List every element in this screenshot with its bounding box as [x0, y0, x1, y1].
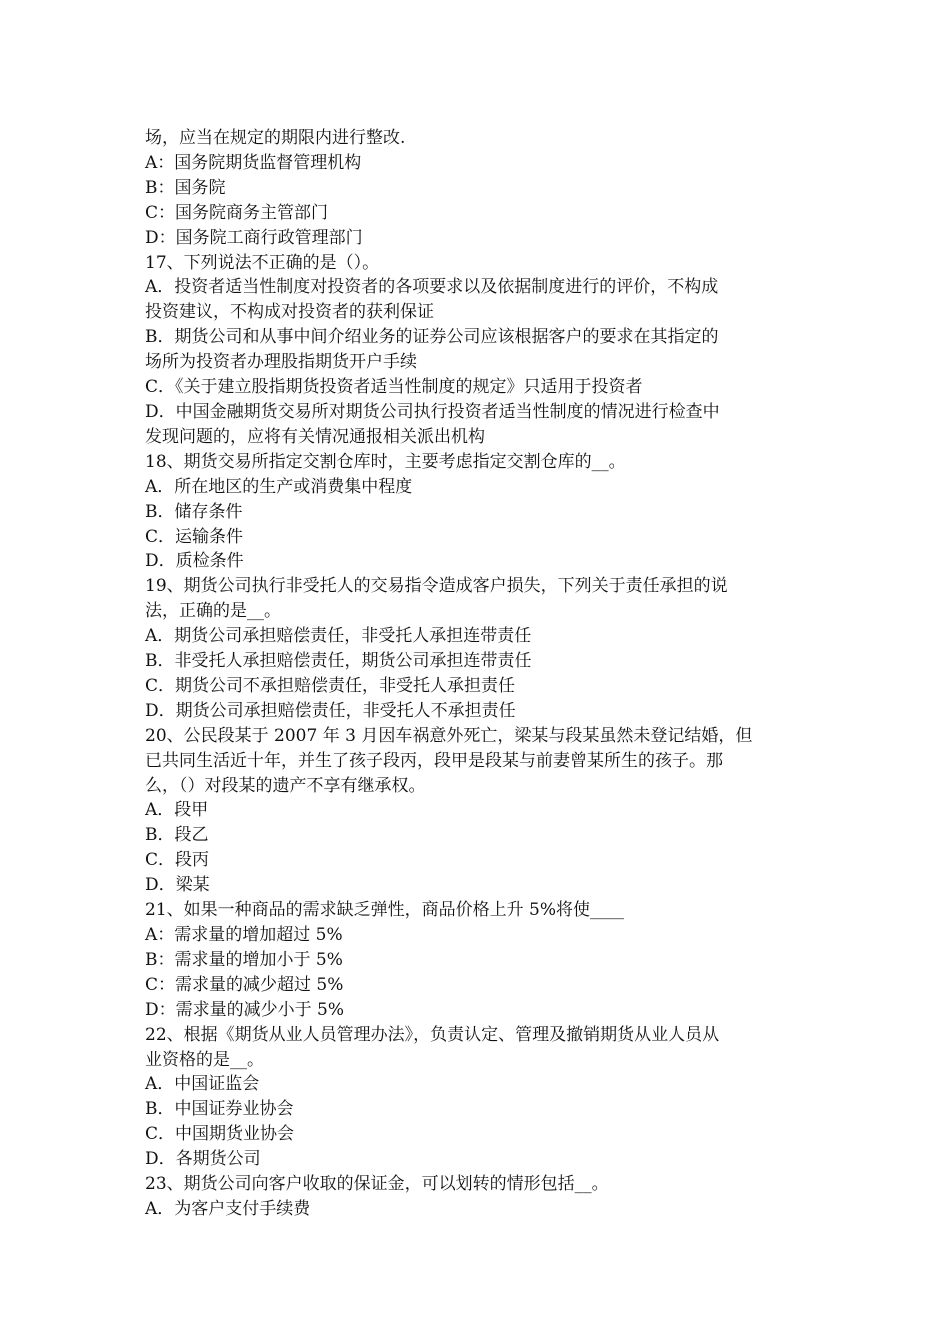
question-stem: 已共同生活近十年，并生了孩子段丙，段甲是段某与前妻曾某所生的孩子。那 — [145, 750, 723, 771]
option-line: D．各期货公司 — [145, 1149, 261, 1170]
option-line: B．中国证券业协会 — [145, 1099, 294, 1120]
option-line: D．期货公司承担赔偿责任，非受托人不承担责任 — [145, 700, 516, 721]
question-22 — [145, 1023, 810, 1172]
option-line: C．运输条件 — [145, 526, 244, 547]
option-line: B．储存条件 — [145, 501, 243, 522]
option-line: D．梁某 — [145, 875, 210, 896]
document-page — [145, 126, 810, 1222]
continuation-block — [145, 126, 810, 251]
option-line: B．非受托人承担赔偿责任，期货公司承担连带责任 — [145, 651, 532, 672]
option-line: 发现问题的，应将有关情况通报相关派出机构 — [145, 426, 485, 447]
question-stem: 业资格的是__。 — [145, 1049, 264, 1070]
option-line: B：国务院 — [145, 177, 226, 198]
option-line: A：需求量的增加超过 5% — [145, 925, 343, 945]
option-line: 场所为投资者办理股指期货开户手续 — [145, 352, 417, 373]
question-stem: 么，（）对段某的遗产不享有继承权。 — [145, 775, 426, 796]
question-stem: 17、下列说法不正确的是（）。 — [145, 252, 380, 273]
question-stem: 法，正确的是__。 — [145, 601, 281, 622]
question-19 — [145, 574, 810, 723]
option-line: A．期货公司承担赔偿责任，非受托人承担连带责任 — [145, 626, 532, 647]
question-stem: 20、公民段某于 2007 年 3 月因车祸意外死亡，梁某与段某虽然未登记结婚，但 — [145, 725, 753, 746]
question-stem: 22、根据《期货从业人员管理办法》，负责认定、管理及撤销期货从业人员从 — [145, 1024, 720, 1045]
option-line: B．段乙 — [145, 825, 209, 846]
question-17 — [145, 251, 810, 450]
option-line: A．段甲 — [145, 800, 209, 821]
option-line: B：需求量的增加小于 5% — [145, 949, 343, 970]
question-18 — [145, 450, 810, 575]
option-line: D：国务院工商行政管理部门 — [145, 227, 363, 248]
question-stem: 18、期货交易所指定交割仓库时，主要考虑指定交割仓库的__。 — [145, 451, 626, 472]
option-line: 投资建议，不构成对投资者的获利保证 — [145, 302, 434, 323]
option-line: C：需求量的减少超过 5% — [145, 974, 344, 995]
question-stem: 19、期货公司执行非受托人的交易指令造成客户损失，下列关于责任承担的说 — [145, 576, 728, 597]
option-line: C：国务院商务主管部门 — [145, 202, 329, 223]
option-line: A．中国证监会 — [145, 1074, 260, 1095]
option-line: C．段丙 — [145, 850, 210, 871]
text-line: 场，应当在规定的期限内进行整改. — [145, 128, 406, 148]
option-line: D．中国金融期货交易所对期货公司执行投资者适当性制度的情况进行检查中 — [145, 401, 720, 422]
option-line: D．质检条件 — [145, 551, 244, 572]
question-stem: 23、期货公司向客户收取的保证金，可以划转的情形包括__。 — [145, 1174, 609, 1195]
question-21 — [145, 898, 810, 1023]
option-line: C．中国期货业协会 — [145, 1124, 295, 1145]
option-line: B．期货公司和从事中间介绍业务的证券公司应该根据客户的要求在其指定的 — [145, 327, 719, 348]
option-line: A：国务院期货监督管理机构 — [145, 152, 362, 173]
question-stem: 21、如果一种商品的需求缺乏弹性，商品价格上升 5%将使____ — [145, 900, 625, 921]
option-line: C．《关于建立股指期货投资者适当性制度的规定》只适用于投资者 — [145, 377, 643, 398]
question-20 — [145, 724, 810, 898]
question-23 — [145, 1172, 810, 1222]
option-line: C．期货公司不承担赔偿责任，非受托人承担责任 — [145, 675, 516, 696]
option-line: A．投资者适当性制度对投资者的各项要求以及依据制度进行的评价，不构成 — [145, 277, 719, 298]
option-line: D：需求量的减少小于 5% — [145, 999, 345, 1020]
option-line: A．为客户支付手续费 — [145, 1198, 311, 1219]
option-line: A．所在地区的生产或消费集中程度 — [145, 476, 413, 497]
